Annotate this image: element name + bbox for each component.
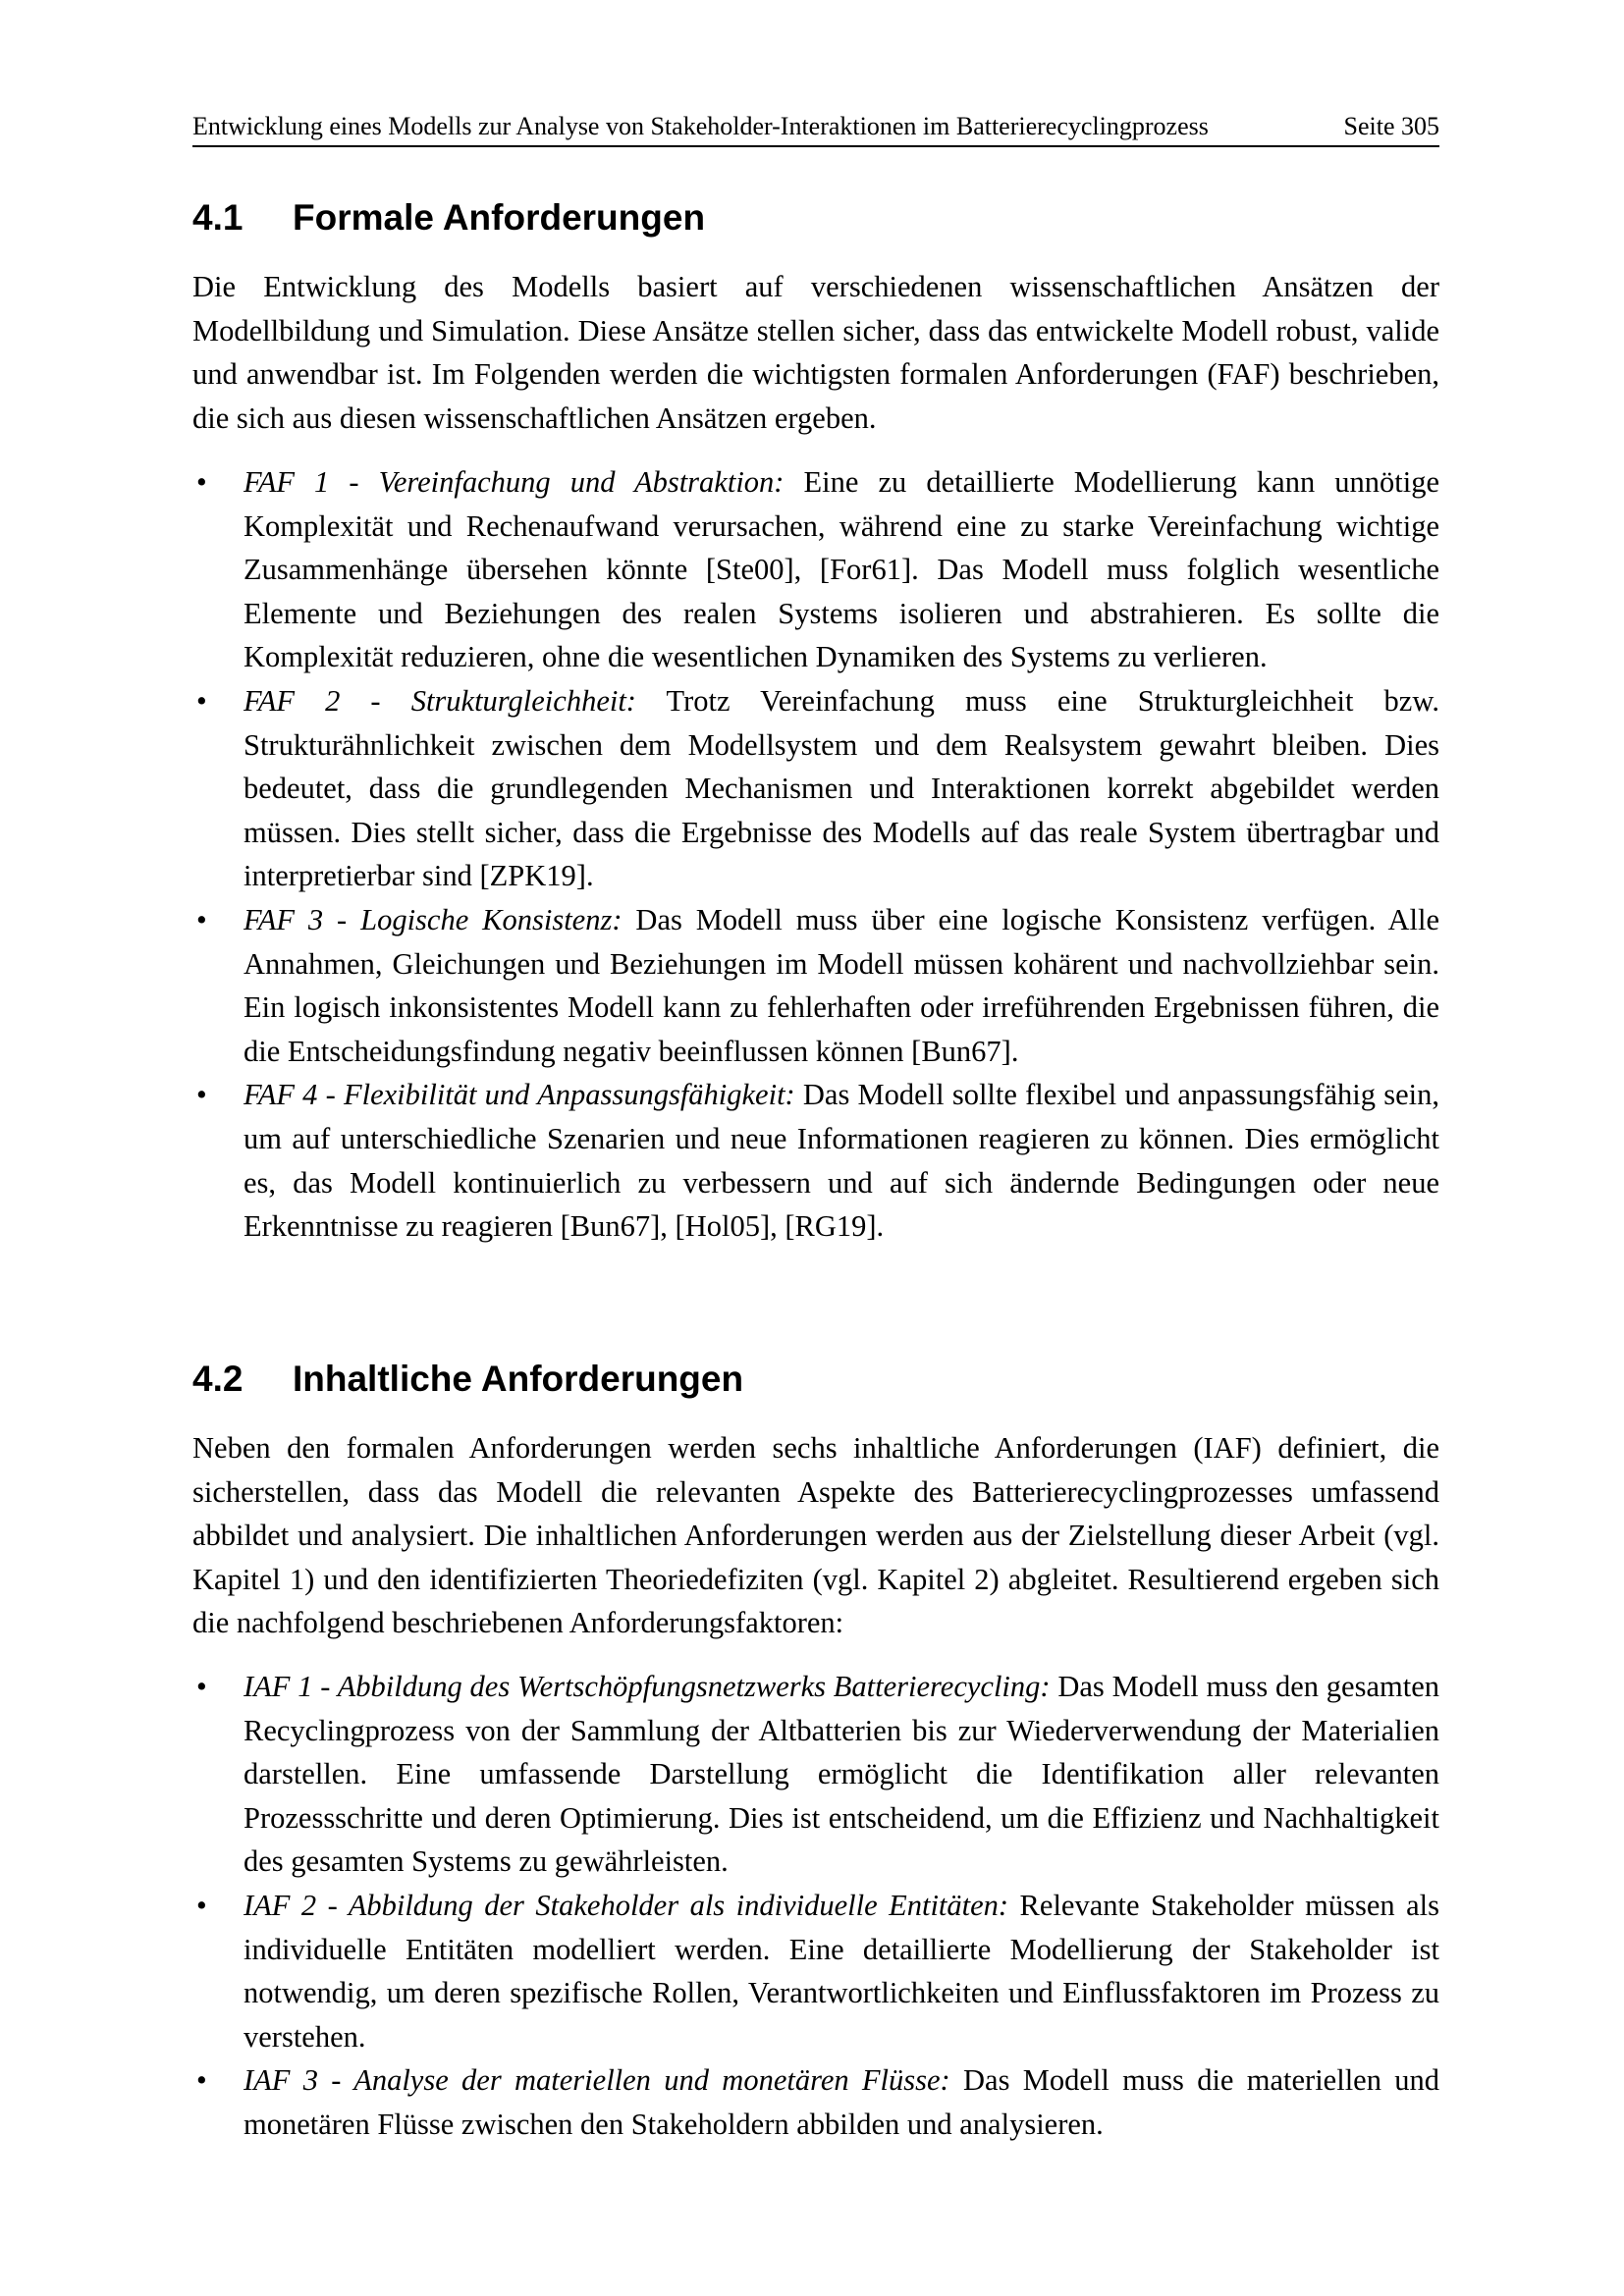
list-item: • FAF 1 - Vereinfachung und Abstraktion: Eine zu detaillierte Modellierung kann unnötige Komplexität und Rechenaufwand verursachen, während eine zu starke Vereinfachung wichtige Zusammenhänge übersehen könnte [Ste00], [For61]. Das Modell muss folglich wesentliche Elemente und Beziehungen des realen Systems isolieren und abstrahieren. Es sollte die Komplexität reduzieren, ohne die wesentlichen Dynamiken des Systems zu verlieren. [196,465,1439,674]
header-title: Entwicklung eines Modells zur Analyse von Stakeholder-Interaktionen im Batterierecyclingprozess [192,112,1209,140]
page-number: Seite 305 [1343,112,1439,140]
requirement-text: Das Modell muss die materiellen und monetären Flüsse zwischen den Stakeholdern abbilden und analysieren. [244,2063,1440,2141]
list-item: • IAF 2 - Abbildung der Stakeholder als individuelle Entitäten: Relevante Stakeholder müssen als individuelle Entitäten modelliert werden. Eine detaillierte Modellierung der Stakeholder ist notwendig, um deren spezifische Rollen, Verantwortlichkeiten und Einflussfaktoren im Prozess zu verstehen. [196,1888,1439,2054]
section-4-2-intro: Neben den formalen Anforderungen werden sechs inhaltliche Anforderungen (IAF) definiert, die sicherstellen, dass das Modell die relevanten Aspekte des Batterierecyclingprozesses umfassend abbildet und analysiert. Die inhaltlichen Anforderungen werden aus der Zielstellung dieser Arbeit (vgl. Kapitel 1) und den identifizierten Theoriedefiziten (vgl. Kapitel 2) abgleitet. Resultierend ergeben sich die nachfolgend beschriebenen Anforderungsfaktoren: [192,1431,1439,1640]
list-item: • FAF 3 - Logische Konsistenz: Das Modell muss über eine logische Konsistenz verfügen. Alle Annahmen, Gleichungen und Beziehungen im Modell müssen kohärent und nachvollziehbar sein. Ein logisch inkonsistentes Modell kann zu fehlerhaften oder irreführenden Ergebnissen führen, die die Entscheidungsfindung negativ beeinflussen können [Bun67]. [196,902,1439,1068]
formal-requirements-list [192,460,1439,1249]
running-header [192,111,1439,147]
section-heading-4-2 [192,1358,743,1401]
requirement-term: IAF 1 - Abbildung des Wertschöpfungsnetzwerks Batterierecycling: [244,1670,1051,1703]
list-item: • FAF 4 - Flexibilität und Anpassungsfähigkeit: Das Modell sollte flexibel und anpassungsfähig sein, um auf unterschiedliche Szenarien und neue Informationen reagieren zu können. Dies ermöglicht es, das Modell kontinuierlich zu verbessern und auf sich ändernde Bedingungen oder neue Erkenntnisse zu reagieren [Bun67], [Hol05], [RG19]. [196,1078,1439,1244]
requirement-term: IAF 2 - Abbildung der Stakeholder als individuelle Entitäten: [244,1888,1009,1922]
requirement-text: Trotz Vereinfachung muss eine Strukturgleichheit bzw. Strukturähnlichkeit zwischen dem Modellsystem und dem Realsystem gewahrt bleiben. Dies bedeutet, dass die grundlegenden Mechanismen und Interaktionen korrekt abgebildet werden müssen. Dies stellt sicher, dass die Ergebnisse des Modells auf das reale System übertragbar und interpretierbar sind [ZPK19]. [244,683,1440,893]
requirement-term: FAF 4 - Flexibilität und Anpassungsfähigkeit: [244,1078,795,1112]
requirement-text: Relevante Stakeholder müssen als individuelle Entitäten modelliert werden. Eine detaillierte Modellierung der Stakeholder ist notwendig, um deren spezifische Rollen, Verantwortlichkeiten und Einflussfaktoren im Prozess zu verstehen. [244,1888,1439,2054]
section-heading-4-1 [192,196,705,240]
list-item: • FAF 2 - Strukturgleichheit: Trotz Vereinfachung muss eine Strukturgleichheit bzw. Strukturähnlichkeit zwischen dem Modellsystem und dem Realsystem gewahrt bleiben. Dies bedeutet, dass die grundlegenden Mechanismen und Interaktionen korrekt abgebildet werden müssen. Dies stellt sicher, dass die Ergebnisse des Modells auf das reale System übertragbar und interpretierbar sind [ZPK19]. [196,683,1440,893]
list-item: • IAF 1 - Abbildung des Wertschöpfungsnetzwerks Batterierecycling: Das Modell muss den gesamten Recyclingprozess von der Sammlung der Altbatterien bis zur Wiederverwendung der Materialien darstellen. Eine umfassende Darstellung ermöglicht die Identifikation aller relevanten Prozessschritte und deren Optimierung. Dies ist entscheidend, um die Effizienz und Nachhaltigkeit des gesamten Systems zu gewährleisten. [196,1670,1439,1879]
content-requirements-list [192,1665,1439,2147]
requirement-term: FAF 1 - Vereinfachung und Abstraktion: [244,465,785,499]
section-number: 4.1 [192,197,244,238]
requirement-term: FAF 2 - Strukturgleichheit: [244,683,636,718]
section-title: Inhaltliche Anforderungen [293,1359,744,1399]
requirement-text: Eine zu detaillierte Modellierung kann unnötige Komplexität und Rechenaufwand verursachen, während eine zu starke Vereinfachung wichtige Zusammenhänge übersehen könnte [Ste00], [For61]. Das Modell muss folglich wesentliche Elemente und Beziehungen des realen Systems isolieren und abstrahieren. Es sollte die Komplexität reduzieren, ohne die wesentlichen Dynamiken des Systems zu verlieren. [244,465,1439,674]
section-4-1-intro: Die Entwicklung des Modells basiert auf verschiedenen wissenschaftlichen Ansätzen der Modellbildung und Simulation. Diese Ansätze stellen sicher, dass das entwickelte Modell robust, valide und anwendbar ist. Im Folgenden werden die wichtigsten formalen Anforderungen (FAF) beschrieben, die sich aus diesen wissenschaftlichen Ansätzen ergeben. [192,270,1439,435]
list-item: • IAF 3 - Analyse der materiellen und monetären Flüsse: Das Modell muss die materiellen und monetären Flüsse zwischen den Stakeholdern abbilden und analysieren. [196,2063,1440,2141]
requirement-text: Das Modell muss über eine logische Konsistenz verfügen. Alle Annahmen, Gleichungen und Beziehungen im Modell müssen kohärent und nachvollziehbar sein. Ein logisch inkonsistentes Modell kann zu fehlerhaften oder irreführenden Ergebnissen führen, die die Entscheidungsfindung negativ beeinflussen können [Bun67]. [244,902,1439,1068]
requirement-text: Das Modell sollte flexibel und anpassungsfähig sein, um auf unterschiedliche Szenarien und neue Informationen reagieren zu können. Dies ermöglicht es, das Modell kontinuierlich zu verbessern und auf sich ändernde Bedingungen oder neue Erkenntnisse zu reagieren [Bun67], [Hol05], [RG19]. [244,1078,1439,1244]
section-title: Formale Anforderungen [293,197,706,238]
section-number: 4.2 [192,1359,244,1399]
requirement-term: FAF 3 - Logische Konsistenz: [244,902,623,936]
requirement-term: IAF 3 - Analyse der materiellen und monetären Flüsse: [244,2063,950,2098]
requirement-text: Das Modell muss den gesamten Recyclingprozess von der Sammlung der Altbatterien bis zur Wiederverwendung der Materialien darstellen. Eine umfassende Darstellung ermöglicht die Identifikation aller relevanten Prozessschritte und deren Optimierung. Dies ist entscheidend, um die Effizienz und Nachhaltigkeit des gesamten Systems zu gewährleisten. [244,1670,1439,1879]
